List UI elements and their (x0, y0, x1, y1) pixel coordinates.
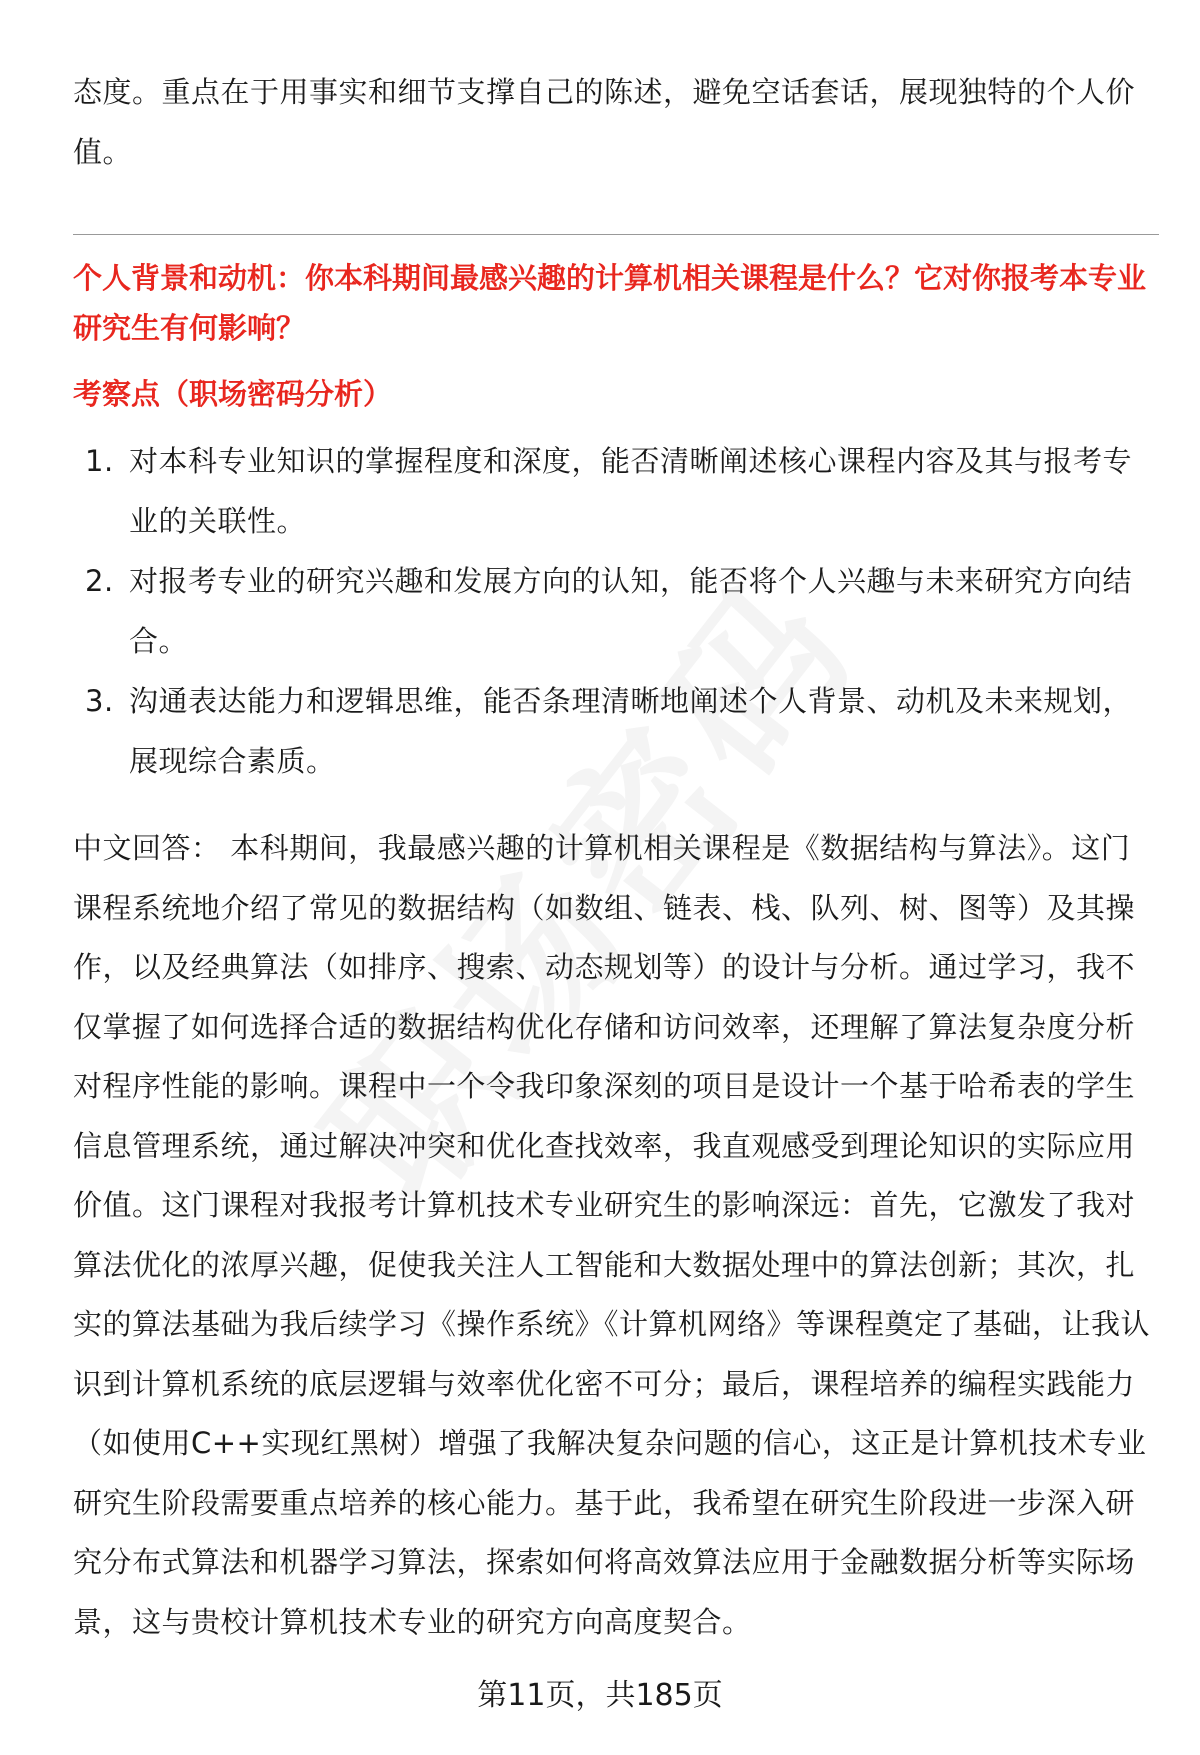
answer-paragraph: 中文回答： 本科期间，我最感兴趣的计算机相关课程是《数据结构与算法》。这门课程系统地介绍了常见的数据结构（如数组、链表、栈、队列、树、图等）及其操作，以及经典算法（如排序、搜索、动态规划等）的设计与分析。通过学习，我不仅掌握了如何选择合适的数据结构优化存储和访问效率，还理解了算法复杂度分析对程序性能的影响。课程中一个令我印象深刻的项目是设计一个基于哈希表的学生信息管理系统，通过解决冲突和优化查找效率，我直观感受到理论知识的实际应用价值。这门课程对我报考计算机技术专业研究生的影响深远：首先，它激发了我对算法优化的浓厚兴趣，促使我关注人工智能和大数据处理中的算法创新；其次，扎实的算法基础为我后续学习《操作系统》《计算机网络》等课程奠定了基础，让我认识到计算机系统的底层逻辑与效率优化密不可分；最后，课程培养的编程实践能力（如使用C++实现红黑树）增强了我解决复杂问题的信心，这正是计算机技术专业研究生阶段需要重点培养的核心能力。基于此，我希望在研究生阶段进一步深入研究分布式算法和机器学习算法，探索如何将高效算法应用于金融数据分析等实际场景，这与贵校计算机技术专业的研究方向高度契合。 (73, 831, 1151, 1639)
list-item-text: 对报考专业的研究兴趣和发展方向的认知，能否将个人兴趣与未来研究方向结合。 (129, 564, 1133, 658)
exam-point-heading: 考察点（职场密码分析） (73, 377, 393, 411)
question-heading: 个人背景和动机：你本科期间最感兴趣的计算机相关课程是什么？它对你报考本专业研究生有何影响？ (73, 261, 1147, 345)
list-item (73, 551, 1159, 671)
list-item-number: 1. (85, 444, 114, 478)
document-page (73, 0, 1159, 1652)
page-number-footer: 第11页，共185页 (477, 1678, 723, 1713)
list-item-number: 2. (85, 564, 114, 598)
section-divider (73, 234, 1159, 235)
exam-points-list (73, 431, 1159, 791)
list-item-number: 3. (85, 684, 114, 718)
list-item-text: 沟通表达能力和逻辑思维，能否条理清晰地阐述个人背景、动机及未来规划，展现综合素质。 (129, 684, 1133, 778)
list-item (73, 671, 1159, 791)
intro-paragraph: 态度。重点在于用事实和细节支撑自己的陈述，避免空话套话，展现独特的个人价值。 (73, 75, 1136, 169)
list-item (73, 431, 1159, 551)
list-item-text: 对本科专业知识的掌握程度和深度，能否清晰阐述核心课程内容及其与报考专业的关联性。 (129, 444, 1133, 538)
